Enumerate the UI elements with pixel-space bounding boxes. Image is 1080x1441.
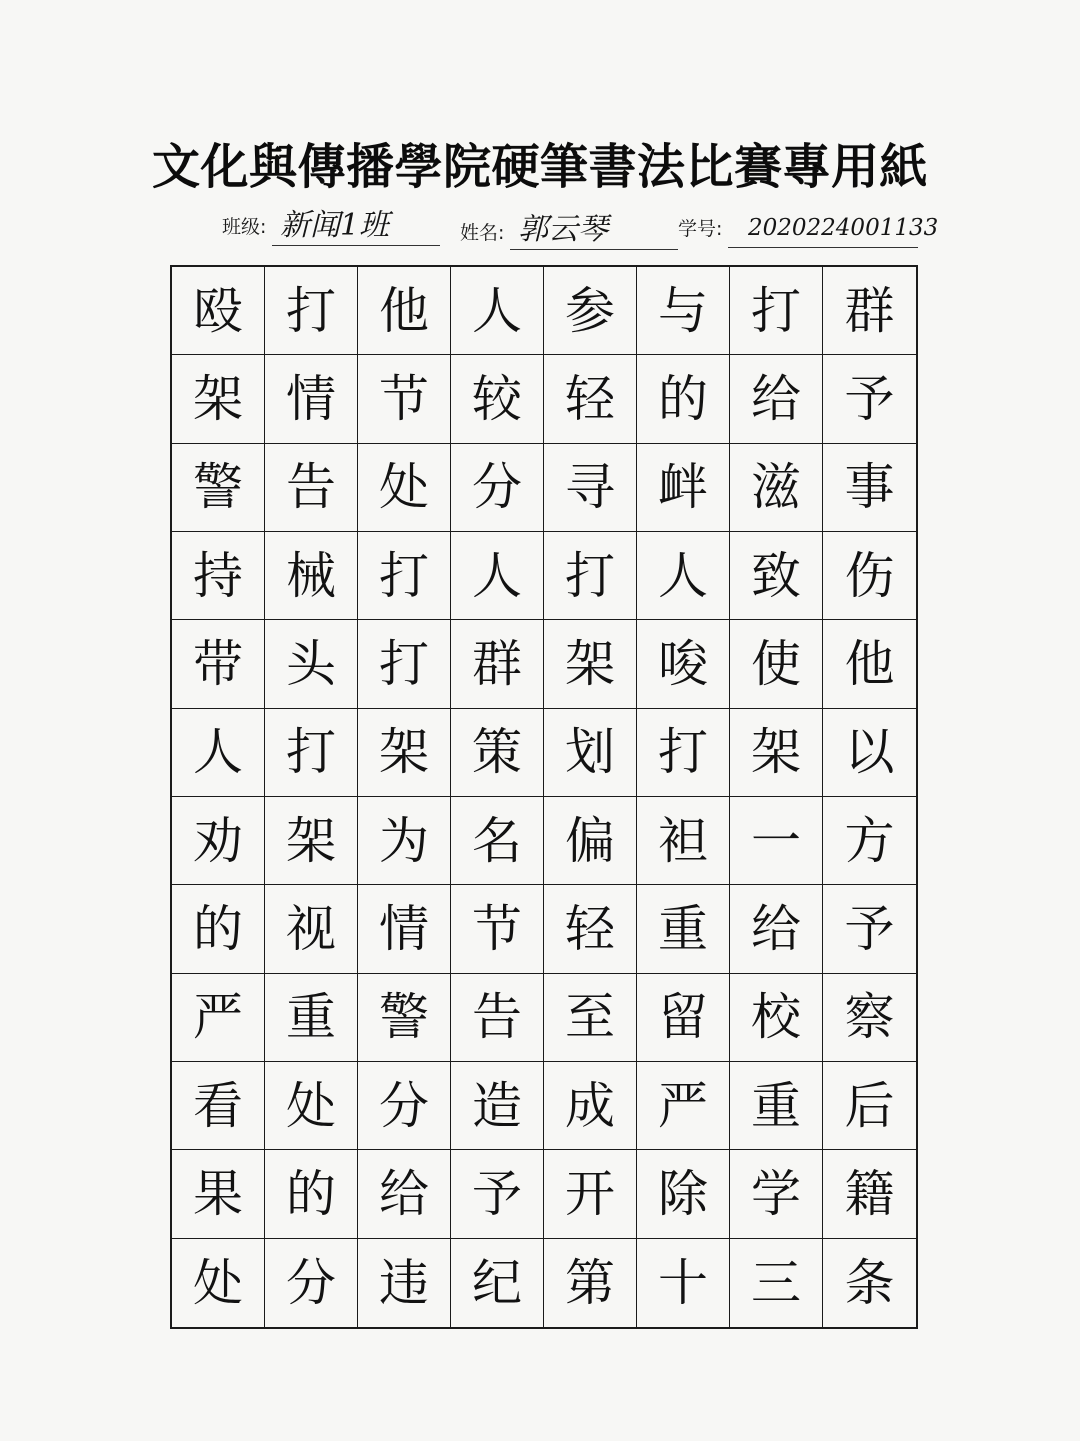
- grid-cell: 人: [172, 709, 265, 797]
- grid-cell: 节: [451, 885, 544, 973]
- grid-cell: 他: [358, 267, 451, 355]
- grid-cell: 械: [265, 532, 358, 620]
- grid-cell: 打: [265, 709, 358, 797]
- grid-cell: 处: [172, 1239, 265, 1327]
- grid-cell: 使: [730, 620, 823, 708]
- grid-cell: 处: [358, 444, 451, 532]
- grid-cell: 果: [172, 1150, 265, 1238]
- grid-cell: 察: [823, 974, 916, 1062]
- grid-cell: 至: [544, 974, 637, 1062]
- class-field[interactable]: 新闻1班: [272, 208, 440, 246]
- grid-cell: 衅: [637, 444, 730, 532]
- grid-cell: 偏: [544, 797, 637, 885]
- grid-cell: 条: [844, 1253, 895, 1312]
- grid-cell: 予: [823, 355, 916, 443]
- name-field[interactable]: 郭云琴: [510, 212, 678, 250]
- grid-cell: 一: [730, 797, 823, 885]
- grid-cell: 分: [265, 1239, 358, 1327]
- grid-cell: 架: [265, 797, 358, 885]
- grid-cell: 架: [358, 709, 451, 797]
- student-id-label: 学号:: [678, 218, 723, 240]
- grid-cell: 予: [823, 885, 916, 973]
- grid-cell: 伤: [823, 532, 916, 620]
- grid-cell: 重: [730, 1062, 823, 1150]
- grid-cell: 予: [451, 1150, 544, 1238]
- grid-cell: 违: [358, 1239, 451, 1327]
- grid-cell: 严: [172, 974, 265, 1062]
- grid-cell: 与: [637, 267, 730, 355]
- grid-cell: 方: [823, 797, 916, 885]
- grid-cell: 打: [358, 620, 451, 708]
- grid-cell: 开: [544, 1150, 637, 1238]
- grid-cell: 三: [730, 1239, 823, 1327]
- grid-cell: 打: [358, 532, 451, 620]
- grid-cell: 人: [637, 532, 730, 620]
- grid-cell: 给: [358, 1150, 451, 1238]
- name-label: 姓名:: [460, 222, 505, 244]
- class-label: 班级:: [222, 216, 267, 238]
- grid-cell: 唆: [637, 620, 730, 708]
- grid-cell: 留: [637, 974, 730, 1062]
- grid-cell: 名: [451, 797, 544, 885]
- grid-cell: 以: [823, 709, 916, 797]
- grid-cell: 的: [265, 1150, 358, 1238]
- grid-cell: 较: [451, 355, 544, 443]
- grid-cell: 的: [637, 355, 730, 443]
- grid-cell: 的: [172, 885, 265, 973]
- grid-cell: 重: [637, 885, 730, 973]
- grid-cell: 人: [451, 267, 544, 355]
- grid-cell: 警: [358, 974, 451, 1062]
- grid-cell: 分: [358, 1062, 451, 1150]
- grid-cell: 第: [544, 1239, 637, 1327]
- grid-cell: 后: [823, 1062, 916, 1150]
- grid-cell: 滋: [730, 444, 823, 532]
- grid-cell: 纪: [451, 1239, 544, 1327]
- grid-cell: 寻: [544, 444, 637, 532]
- grid-cell: 轻: [544, 355, 637, 443]
- grid-cell: 视: [265, 885, 358, 973]
- grid-cell: 策: [451, 709, 544, 797]
- grid-cell: 打: [544, 532, 637, 620]
- grid-cell: 籍: [823, 1150, 916, 1238]
- grid-cell: 架: [544, 620, 637, 708]
- grid-cell: 袒: [637, 797, 730, 885]
- grid-cell: 学: [730, 1150, 823, 1238]
- grid-cell: 看: [172, 1062, 265, 1150]
- grid-cell: 造: [451, 1062, 544, 1150]
- grid-cell: 架: [730, 709, 823, 797]
- grid-cell: 除: [637, 1150, 730, 1238]
- grid-cell: 事: [823, 444, 916, 532]
- page-title: 文化與傳播學院硬筆書法比賽專用紙: [151, 139, 928, 195]
- grid-cell: 参: [544, 267, 637, 355]
- grid-cell: 为: [358, 797, 451, 885]
- grid-cell: 带: [172, 620, 265, 708]
- grid-cell: 轻: [544, 885, 637, 973]
- grid-cell: 情: [265, 355, 358, 443]
- grid-cell: 群: [451, 620, 544, 708]
- grid-cell: 打: [637, 709, 730, 797]
- grid-cell: 他: [823, 620, 916, 708]
- grid-cell: 告: [451, 974, 544, 1062]
- grid-cell: 划: [544, 709, 637, 797]
- grid-cell: 情: [358, 885, 451, 973]
- grid-cell: 成: [544, 1062, 637, 1150]
- grid-cell: 群: [823, 267, 916, 355]
- grid-cell: 十: [637, 1239, 730, 1327]
- grid-cell: 节: [358, 355, 451, 443]
- grid-cell: 给: [730, 355, 823, 443]
- grid-cell: 致: [730, 532, 823, 620]
- grid-cell: 严: [637, 1062, 730, 1150]
- writing-grid: [170, 265, 918, 1329]
- grid-cell: 头: [265, 620, 358, 708]
- grid-cell: 警: [172, 444, 265, 532]
- grid-cell: 给: [730, 885, 823, 973]
- grid-cell: 人: [451, 532, 544, 620]
- grid-cell: 持: [172, 532, 265, 620]
- grid-cell: 告: [265, 444, 358, 532]
- grid-cell: 打: [265, 267, 358, 355]
- grid-cell: 架: [172, 355, 265, 443]
- grid-cell: 校: [730, 974, 823, 1062]
- grid-cell: 处: [265, 1062, 358, 1150]
- grid-cell: 打: [730, 267, 823, 355]
- grid-cell: 劝: [172, 797, 265, 885]
- grid-cell: 殴: [172, 267, 265, 355]
- info-line: [0, 208, 1080, 258]
- grid-cell: 分: [451, 444, 544, 532]
- grid-cell: 重: [265, 974, 358, 1062]
- student-id-field[interactable]: 2020224001133: [728, 210, 918, 248]
